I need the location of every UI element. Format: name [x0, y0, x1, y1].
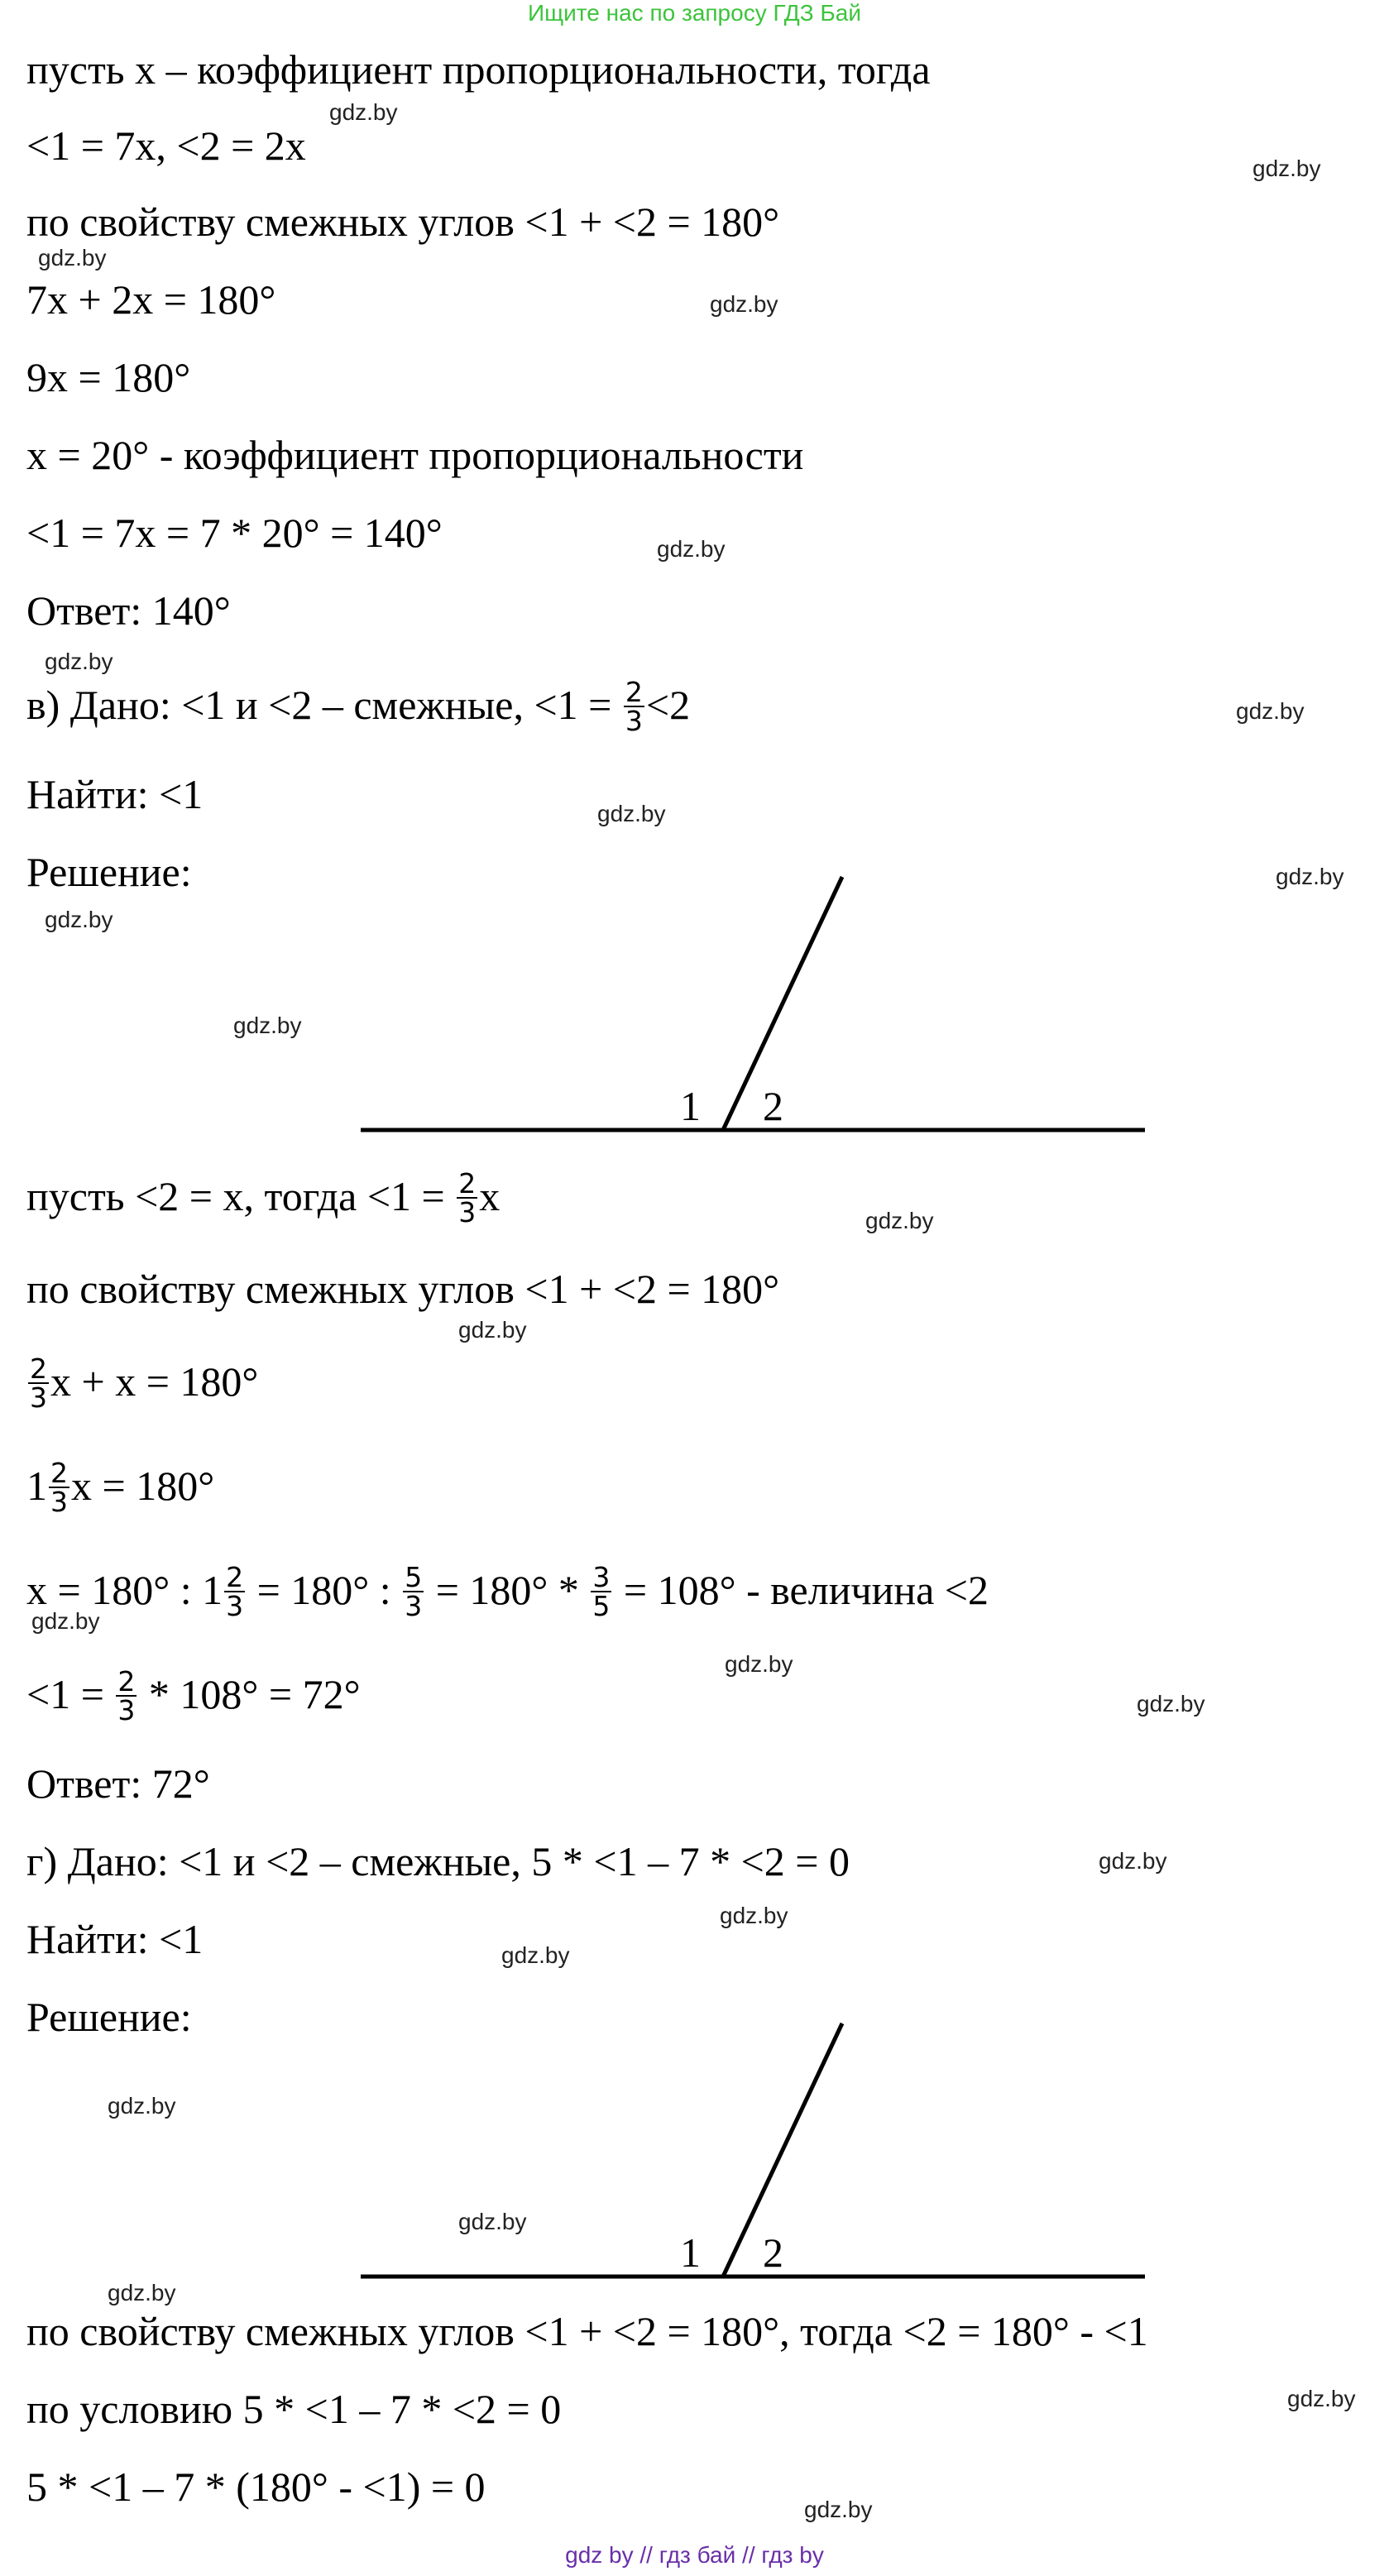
footer-links: gdz by // гдз бай // гдз by [565, 2542, 824, 2568]
fraction-two-thirds: $\frac{2}{3}$ [458, 1166, 477, 1228]
line-angle1-calc: <1 = $\frac{2}{3}$ * 108° = 72° [26, 1664, 361, 1726]
watermark: gdz.by [1276, 864, 1344, 889]
angle-label-1: 1 [680, 2229, 701, 2276]
line-let-x: пусть х – коэффициент пропорциональности, тогда [26, 46, 931, 93]
fraction-two-thirds: $\frac{2}{3}$ [226, 1560, 244, 1622]
line-property-2: по свойству смежных углов <1 + <2 = 180° [26, 1266, 780, 1312]
fraction-two-thirds: $\frac{2}{3}$ [30, 1352, 47, 1414]
watermark: gdz.by [1287, 2386, 1356, 2411]
task-g-given: г) Дано: <1 и <2 – смежные, 5 * <1 – 7 * <2 = 0 [26, 1838, 850, 1884]
line-angle1-result: <1 = 7х = 7 * 20° = 140° [26, 510, 443, 556]
header-banner: Ищите нас по запросу ГДЗ Бай [527, 0, 862, 26]
answer-line: Ответ: 140° [26, 587, 231, 634]
watermark: gdz.by [865, 1208, 934, 1233]
watermark: gdz.by [108, 2093, 176, 2119]
fraction-two-thirds: $\frac{2}{3}$ [117, 1664, 136, 1726]
watermark: gdz.by [725, 1651, 793, 1677]
line-equation-1: 7х + 2х = 180° [26, 276, 276, 323]
watermark: gdz.by [720, 1903, 788, 1928]
watermark: gdz.by [329, 99, 398, 125]
line-angles-def: <1 = 7х, <2 = 2х [26, 122, 306, 169]
watermark: gdz.by [1137, 1691, 1205, 1717]
watermark: gdz.by [501, 1942, 570, 1968]
watermark: gdz.by [657, 536, 726, 562]
task-g-solution-title: Решение: [26, 1994, 192, 2040]
task-v-find: Найти: <1 [26, 771, 204, 817]
watermark: gdz.by [45, 649, 113, 674]
line-x-value: х = 20° - коэффициент пропорциональности [26, 432, 804, 478]
task-v-solution-title: Решение: [26, 849, 192, 895]
line-let-angle2: пусть <2 = х, тогда <1 = $\frac{2}{3}$ х [26, 1166, 501, 1228]
task-v-given: в) Дано: <1 и <2 – смежные, <1 = $\frac{2}{3}$ <2 [26, 675, 691, 737]
watermark: gdz.by [458, 1317, 527, 1343]
watermark: gdz.by [45, 907, 113, 932]
watermark: gdz.by [710, 291, 778, 317]
adjacent-angles-figure-2 [0, 2012, 1389, 2293]
watermark: gdz.by [1236, 698, 1305, 724]
line-x-calc: х = 180° : 1 $\frac{2}{3}$ = 180° : $\frac{5}{3}$ = 180° * $\frac{3}{5}$ = 108° - величина <2 [26, 1560, 989, 1622]
watermark: gdz.by [38, 245, 107, 271]
adjacent-angles-figure-1 [0, 860, 1389, 1142]
fraction-five-thirds: $\frac{5}{3}$ [405, 1560, 423, 1622]
line-property-3: по свойству смежных углов <1 + <2 = 180°, тогда <2 = 180° - <1 [26, 2308, 1148, 2354]
fraction-two-thirds: $\frac{2}{3}$ [625, 675, 643, 737]
line-condition: по условию 5 * <1 – 7 * <2 = 0 [26, 2386, 562, 2432]
line-equation-5: 5 * <1 – 7 * (180° - <1) = 0 [26, 2463, 486, 2510]
watermark: gdz.by [458, 2209, 527, 2234]
line-equation-4: 1 $\frac{2}{3}$ х = 180° [26, 1456, 215, 1518]
line-equation-3: $\frac{2}{3}$ х + х = 180° [30, 1352, 259, 1414]
watermark: gdz.by [804, 2497, 873, 2522]
angle-label-2: 2 [763, 2229, 783, 2276]
watermark: gdz.by [1252, 156, 1321, 181]
angle-label-2: 2 [763, 1083, 783, 1129]
line-property: по свойству смежных углов <1 + <2 = 180° [26, 199, 780, 245]
watermark: gdz.by [1099, 1848, 1167, 1874]
angle-label-1: 1 [680, 1083, 701, 1129]
fraction-three-fifths: $\frac{3}{5}$ [592, 1560, 611, 1622]
watermark: gdz.by [31, 1608, 100, 1634]
watermark: gdz.by [233, 1013, 302, 1038]
answer-line-2: Ответ: 72° [26, 1760, 210, 1807]
task-g-find: Найти: <1 [26, 1916, 204, 1962]
fraction-two-thirds: $\frac{2}{3}$ [50, 1456, 68, 1518]
watermark: gdz.by [597, 801, 666, 826]
watermark: gdz.by [108, 2280, 176, 2305]
line-equation-2: 9х = 180° [26, 354, 191, 400]
